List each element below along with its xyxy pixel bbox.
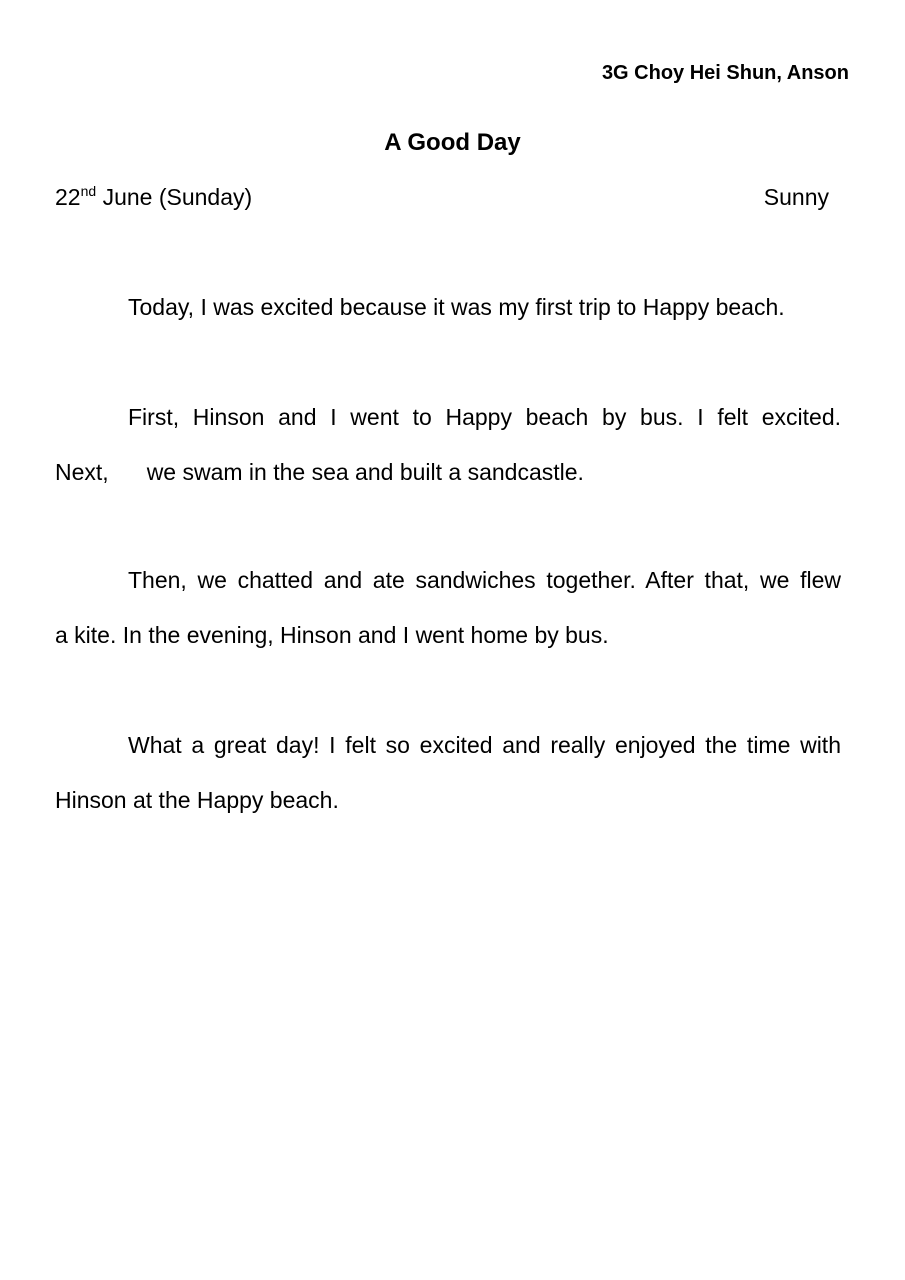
paragraph-2-line-1: First, Hinson and I went to Happy beach by bus. I felt excited. xyxy=(128,404,841,430)
paragraph-3-line-2: a kite. In the evening, Hinson and I went home by bus. xyxy=(55,622,609,648)
date-day: 22 xyxy=(55,184,81,210)
date-suffix: nd xyxy=(80,183,97,199)
paragraph-4-line-2: Hinson at the Happy beach. xyxy=(55,787,339,813)
paragraph-2-line-2-start: Next, xyxy=(55,459,109,485)
paragraph-2-line-2-rest: we swam in the sea and built a sandcastle. xyxy=(146,459,584,485)
paragraph-4-line-1: What a great day! I felt so excited and really enjoyed the time with xyxy=(128,732,841,758)
date-line xyxy=(55,184,252,211)
date-rest: June (Sunday) xyxy=(102,184,253,210)
paragraph-3-line-1: Then, we chatted and ate sandwiches together. After that, we flew xyxy=(128,567,841,593)
page-title: A Good Day xyxy=(384,129,521,156)
author-name: 3G Choy Hei Shun, Anson xyxy=(601,62,849,84)
weather-label: Sunny xyxy=(763,184,829,210)
paragraph-2-line-2 xyxy=(55,459,584,486)
paragraph-1-line-1: Today, I was excited because it was my first trip to Happy beach. xyxy=(128,294,785,320)
